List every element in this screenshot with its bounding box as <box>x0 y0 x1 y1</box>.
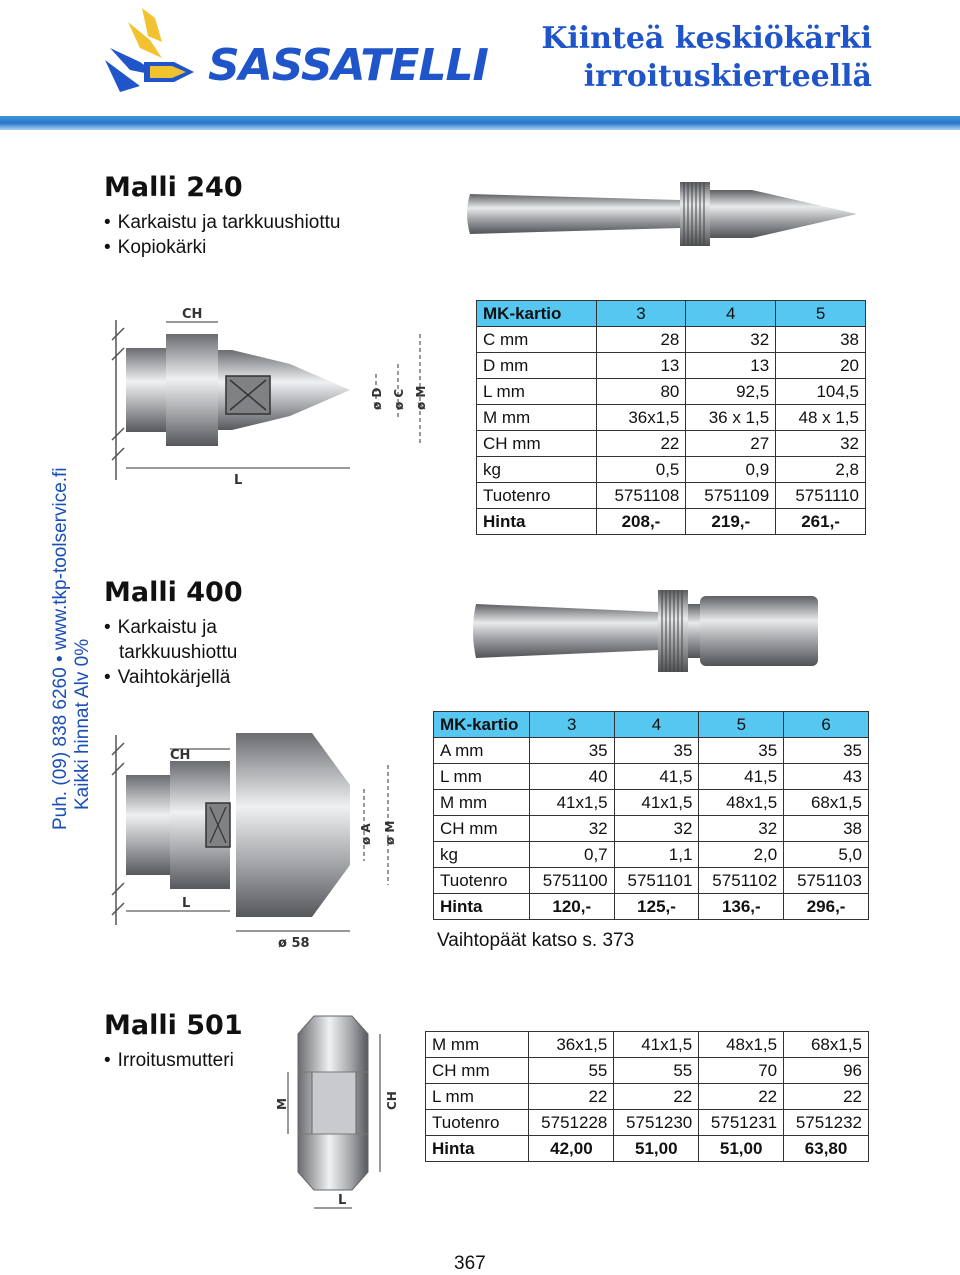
price-cell: 261,- <box>776 509 866 535</box>
page-title-line-1: Kiinteä keskiökärki <box>541 21 872 56</box>
header-divider <box>0 116 960 130</box>
table-cell: 5751231 <box>699 1110 784 1136</box>
table-row <box>477 457 866 483</box>
table-cell: 48 x 1,5 <box>776 405 866 431</box>
feature-item: • Karkaistu ja tarkkuushiottu <box>104 210 341 235</box>
dim-label-a: ø A <box>359 823 373 845</box>
dim-label-d: ø D <box>370 387 384 410</box>
malli-240-table <box>476 300 866 535</box>
table-cell: 36x1,5 <box>596 405 686 431</box>
table-cell: 27 <box>686 431 776 457</box>
table-cell: 5751101 <box>614 868 699 894</box>
table-cell: Hinta <box>477 509 597 535</box>
table-cell: CH mm <box>426 1058 529 1084</box>
malli-501-table <box>425 1031 869 1162</box>
table-cell: 41x1,5 <box>614 790 699 816</box>
table-row <box>477 379 866 405</box>
malli-501-features <box>104 1048 234 1073</box>
table-cell: 70 <box>699 1058 784 1084</box>
table-cell: 22 <box>784 1084 869 1110</box>
table-row <box>434 790 869 816</box>
table-cell: 35 <box>784 738 869 764</box>
table-cell: 2,8 <box>776 457 866 483</box>
page-number: 367 <box>454 1253 486 1274</box>
table-cell: 5751230 <box>614 1110 699 1136</box>
table-cell: 68x1,5 <box>784 790 869 816</box>
table-cell: 20 <box>776 353 866 379</box>
table-cell: 48x1,5 <box>699 790 784 816</box>
table-cell: 5 <box>776 301 866 327</box>
price-row <box>426 1136 869 1162</box>
table-cell: C mm <box>477 327 597 353</box>
table-cell: Tuotenro <box>477 483 597 509</box>
table-row <box>477 327 866 353</box>
table-header-row <box>434 712 869 738</box>
table-cell: 2,0 <box>699 842 784 868</box>
table-cell: D mm <box>477 353 597 379</box>
table-cell: 13 <box>596 353 686 379</box>
table-row <box>434 764 869 790</box>
page-title <box>541 20 872 96</box>
table-row <box>426 1110 869 1136</box>
malli-240-features <box>104 210 341 260</box>
table-cell: 80 <box>596 379 686 405</box>
table-cell: Tuotenro <box>426 1110 529 1136</box>
table-cell: MK-kartio <box>434 712 530 738</box>
price-cell: 51,00 <box>699 1136 784 1162</box>
replacement-tips-note: Vaihtopäät katso s. 373 <box>437 930 635 951</box>
logo-emblem-icon <box>105 8 194 92</box>
table-cell: A mm <box>434 738 530 764</box>
price-row <box>477 509 866 535</box>
table-cell: 92,5 <box>686 379 776 405</box>
table-row <box>477 405 866 431</box>
table-cell: 96 <box>784 1058 869 1084</box>
price-cell: 136,- <box>699 894 784 920</box>
table-cell: 35 <box>529 738 614 764</box>
feature-item: • Kopiokärki <box>104 235 341 260</box>
table-cell: Hinta <box>426 1136 529 1162</box>
table-cell: 22 <box>596 431 686 457</box>
table-cell: 32 <box>776 431 866 457</box>
table-cell: L mm <box>434 764 530 790</box>
table-cell: 4 <box>614 712 699 738</box>
table-cell: kg <box>434 842 530 868</box>
table-cell: 3 <box>529 712 614 738</box>
price-cell: 51,00 <box>614 1136 699 1162</box>
feature-item: • Karkaistu ja <box>104 615 237 640</box>
dim-label-ch: CH <box>182 307 203 322</box>
feature-item: • Irroitusmutteri <box>104 1048 234 1073</box>
table-cell: 22 <box>614 1084 699 1110</box>
table-cell: L mm <box>477 379 597 405</box>
price-cell: 125,- <box>614 894 699 920</box>
table-cell: 22 <box>529 1084 614 1110</box>
table-cell: 35 <box>614 738 699 764</box>
table-cell: L mm <box>426 1084 529 1110</box>
table-cell: 5751102 <box>699 868 784 894</box>
price-cell: 42,00 <box>529 1136 614 1162</box>
table-cell: 68x1,5 <box>784 1032 869 1058</box>
dim-label-ch: CH <box>385 1091 399 1110</box>
feature-item: • Vaihtokärjellä <box>104 665 237 690</box>
table-cell: CH mm <box>477 431 597 457</box>
table-cell: 5751232 <box>784 1110 869 1136</box>
malli-240-photo <box>462 178 862 250</box>
table-cell: 38 <box>776 327 866 353</box>
dim-label-ch: CH <box>170 748 191 763</box>
table-cell: 5 <box>699 712 784 738</box>
table-cell: 5751228 <box>529 1110 614 1136</box>
table-cell: 32 <box>614 816 699 842</box>
table-cell: M mm <box>477 405 597 431</box>
price-cell: 63,80 <box>784 1136 869 1162</box>
malli-240-heading: Malli 240 <box>104 172 243 203</box>
malli-501-heading: Malli 501 <box>104 1010 243 1041</box>
table-cell: 5751109 <box>686 483 776 509</box>
table-cell: M mm <box>426 1032 529 1058</box>
table-cell: 32 <box>686 327 776 353</box>
table-cell: 41x1,5 <box>614 1032 699 1058</box>
dim-label-m: M <box>275 1098 289 1110</box>
malli-400-features <box>104 615 237 690</box>
table-cell: 0,7 <box>529 842 614 868</box>
table-row <box>477 483 866 509</box>
table-row <box>426 1058 869 1084</box>
table-cell: 5751103 <box>784 868 869 894</box>
side-contact-line: Puh. (09) 838 6260 • www.tkp-toolservice.fi <box>50 467 71 830</box>
price-cell: 296,- <box>784 894 869 920</box>
table-cell: 41,5 <box>699 764 784 790</box>
malli-400-photo <box>468 586 828 676</box>
table-cell: 5751110 <box>776 483 866 509</box>
table-cell: 5751108 <box>596 483 686 509</box>
table-row <box>477 353 866 379</box>
table-cell: 48x1,5 <box>699 1032 784 1058</box>
table-cell: 3 <box>596 301 686 327</box>
malli-400-drawing <box>106 725 426 955</box>
dim-label-m: ø M <box>414 385 428 410</box>
table-cell: Hinta <box>434 894 530 920</box>
side-vat-line: Kaikki hinnat Alv 0% <box>72 638 93 810</box>
table-cell: 36 x 1,5 <box>686 405 776 431</box>
malli-400-heading: Malli 400 <box>104 577 243 608</box>
table-row <box>426 1032 869 1058</box>
table-cell: 13 <box>686 353 776 379</box>
table-cell: 41x1,5 <box>529 790 614 816</box>
table-cell: 32 <box>529 816 614 842</box>
price-cell: 120,- <box>529 894 614 920</box>
page-title-line-2: irroituskierteellä <box>583 59 872 94</box>
table-cell: 28 <box>596 327 686 353</box>
dim-label-l: L <box>182 896 191 911</box>
table-cell: 38 <box>784 816 869 842</box>
malli-400-table <box>433 711 869 920</box>
feature-item: tarkkuushiottu <box>119 642 238 663</box>
table-cell: MK-kartio <box>477 301 597 327</box>
table-cell: 55 <box>614 1058 699 1084</box>
table-row <box>434 816 869 842</box>
side-contact-text <box>50 467 94 830</box>
table-cell: 43 <box>784 764 869 790</box>
table-cell: 6 <box>784 712 869 738</box>
table-cell: 22 <box>699 1084 784 1110</box>
dim-label-c: ø C <box>392 388 406 410</box>
table-header-row <box>477 301 866 327</box>
table-cell: Tuotenro <box>434 868 530 894</box>
table-cell: 55 <box>529 1058 614 1084</box>
table-cell: 4 <box>686 301 776 327</box>
table-cell: 0,5 <box>596 457 686 483</box>
table-row <box>434 738 869 764</box>
table-cell: M mm <box>434 790 530 816</box>
table-cell: 0,9 <box>686 457 776 483</box>
table-cell: 40 <box>529 764 614 790</box>
table-cell: 32 <box>699 816 784 842</box>
dim-label-l: L <box>234 473 243 488</box>
table-cell: 5751100 <box>529 868 614 894</box>
table-cell: 41,5 <box>614 764 699 790</box>
malli-501-drawing <box>272 1012 412 1222</box>
table-cell: 35 <box>699 738 784 764</box>
table-row <box>434 842 869 868</box>
table-cell: CH mm <box>434 816 530 842</box>
brand-name: SASSATELLI <box>208 40 488 91</box>
table-row <box>477 431 866 457</box>
table-cell: 5,0 <box>784 842 869 868</box>
table-cell: kg <box>477 457 597 483</box>
table-row <box>426 1084 869 1110</box>
price-cell: 219,- <box>686 509 776 535</box>
malli-240-drawing <box>106 300 446 490</box>
table-cell: 1,1 <box>614 842 699 868</box>
dim-label-58: ø 58 <box>278 936 310 951</box>
dim-label-m: ø M <box>383 820 397 845</box>
table-cell: 104,5 <box>776 379 866 405</box>
table-cell: 36x1,5 <box>529 1032 614 1058</box>
table-row <box>434 868 869 894</box>
price-row <box>434 894 869 920</box>
price-cell: 208,- <box>596 509 686 535</box>
dim-label-l: L <box>338 1193 347 1208</box>
